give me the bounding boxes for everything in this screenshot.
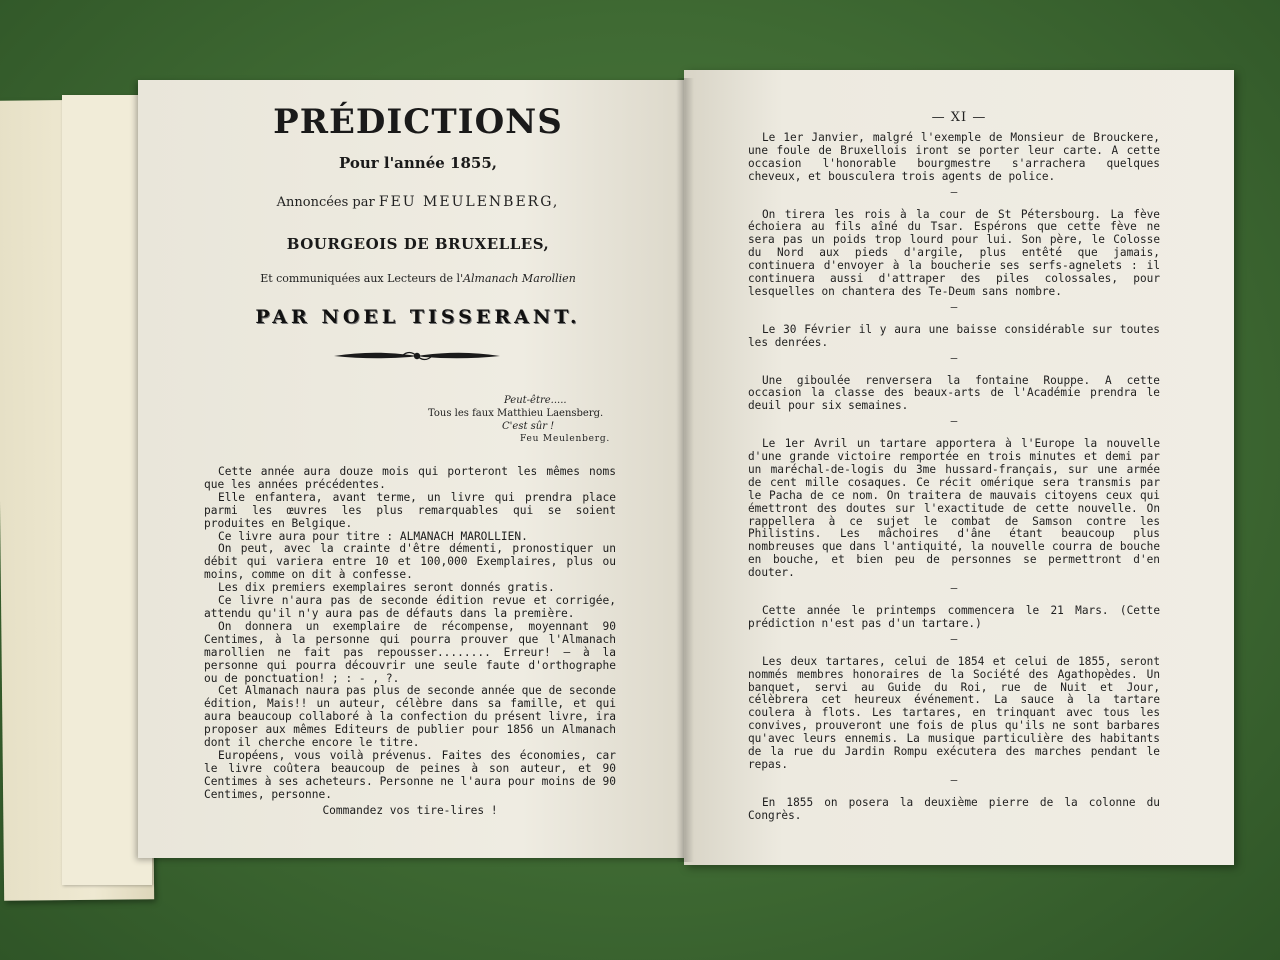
right-page xyxy=(684,70,1234,865)
paragraph: Cette année aura douze mois qui porteront les mêmes noms que les années précédentes. xyxy=(204,465,616,491)
epigraph xyxy=(428,394,658,446)
communicated-line xyxy=(138,272,686,285)
paragraph: Les dix premiers exemplaires seront donnés gratis. xyxy=(218,581,555,595)
separator: — xyxy=(950,415,958,429)
almanach-title-italic: Almanach Marollien xyxy=(463,272,576,285)
epigraph-line: C'est sûr ! xyxy=(502,421,555,432)
epigraph-line: Tous les faux Matthieu Laensberg. xyxy=(428,408,604,419)
announced-name: MEULENBERG, xyxy=(416,194,560,210)
separator: — xyxy=(950,185,958,199)
epigraph-line: Peut-être..... xyxy=(504,395,567,406)
closing-line: Commandez vos tire-lires ! xyxy=(322,803,498,817)
separator: — xyxy=(950,632,958,646)
prediction-paragraph: Les deux tartares, celui de 1854 et celui de 1855, seront nommés membres honoraires de la Société des Agathopèdes. Un banquet, servi au Guide du Roi, rue de Nuit et Jour, célèbrera cet heureux événement. La sauce à la tartare coulera à flots. Les tartares, en trinquant avec tous les convives, prouveront une fois de plus qu'ils ne sont barbares qu'avec leurs ennemis. La musique particulière des habitants de la rue du Jardin Rompu exécutera des marches pendant le repas. xyxy=(748,654,1160,771)
epigraph-signature: Feu Meulenberg. xyxy=(520,434,611,444)
prediction-paragraph: En 1855 on posera la deuxième pierre de la colonne du Congrès. xyxy=(748,795,1160,822)
communicated-prefix: Et communiquées aux Lecteurs de l' xyxy=(260,272,464,285)
separator: — xyxy=(950,773,958,787)
ornament-divider-icon xyxy=(332,348,502,364)
prediction-paragraph: Le 1er Avril un tartare apportera à l'Europe la nouvelle d'une grande victoire remportée en trois minutes et demi par un maréchal-de-logis du 3me hussard-français, sur une armée de cent mille cosaques. Ce récit omérique sera transmis par le Pacha de ce nom. On traitera de mauvais citoyens ceux qui émettront des doutes sur l'exactitude de cette nouvelle. On rappellera à ce sujet le combat de Samson contre les Philistins. Les mâchoires d'âne étant beaucoup plus nombreuses que dans l'antiquité, la nouvelle courra de bouche en bouche, et bien peu de personnes se permettront d'en douter. xyxy=(748,437,1160,580)
announced-prefix: Annoncées par xyxy=(276,195,379,210)
announced-feu: FEU xyxy=(378,194,417,210)
left-page xyxy=(138,80,686,858)
paragraph: Elle enfantera, avant terme, un livre qui prendra place parmi les œuvres les plus remarquables qui se soient produites en Belgique. xyxy=(204,490,616,530)
separator: — xyxy=(950,351,958,365)
paragraph: On donnera un exemplaire de récompense, moyennant 90 Centimes, à la personne qui pourra prouver que l'Almanach marollien ne fait pas repousser........ Erreur! — à la personne qui pourra découvrir une seule faute d'orthographe ou de ponctuation! ; : - , ?. xyxy=(204,619,616,685)
prediction-paragraph: On tirera les rois à la cour de St Pétersbourg. La fève échoiera au fils aîné du Tsar. Espérons que cette fève ne sera pas un poids trop lourd pour lui. Son père, le Colosse du Nord aux pieds d'argile, plus entêté que jamais, continuera d'envoyer à la boucherie ses serfs-agnelets : il continuera aussi d'attraper des piles colossales, pour lesquelles on chantera des Te-Deum sans nombre. xyxy=(748,207,1160,298)
prediction-paragraph: Cette année le printemps commencera le 21 Mars. (Cette prédiction n'est pas d'un tartare.) xyxy=(748,604,1160,630)
paragraph: On peut, avec la crainte d'être démenti, pronostiquer un débit qui variera entre 10 et 100,000 Exemplaires, plus ou moins, comme on dit à confesse. xyxy=(204,542,616,582)
prediction-paragraph: Une giboulée renversera la fontaine Rouppe. A cette occasion la classe des beaux-arts de l'Académie prendra le deuil pour six semaines. xyxy=(748,373,1160,413)
prediction-paragraph: Le 1er Janvier, malgré l'exemple de Monsieur de Brouckere, une foule de Bruxellois iront se porter leur carte. A cette occasion l'honorable bourgmestre s'arrachera quelques cheveux, et bousculera trois agents de police. xyxy=(748,131,1160,183)
author-line: PAR NOEL TISSERANT. xyxy=(255,306,581,328)
prediction-paragraph: Le 30 Février il y aura une baisse considérable sur toutes les denrées. xyxy=(748,322,1160,349)
paragraph: Ce livre n'aura pas de seconde édition revue et corrigée, attendu qu'il n'y aura pas de défauts dans la première. xyxy=(204,594,616,620)
paragraph: Cet Almanach naura pas plus de seconde année que de seconde édition, Mais!! un auteur, célèbre dans sa famille, et qui aura beaucoup collaboré à la confection du présent livre, ira proposer aux mêmes Editeurs de publier pour 1856 un Almanach dont il cherche encore le titre. xyxy=(204,684,616,750)
bourgeois-line: BOURGEOIS DE BRUXELLES, xyxy=(286,235,550,253)
paragraph: Européens, vous voilà prévenus. Faites des économies, car le livre coûtera beaucoup de peines à son auteur, et 90 Centimes à ses acheteurs. Personne ne l'aura pour moins de 90 Centimes, personne. xyxy=(204,748,616,801)
announcement-line xyxy=(138,194,686,210)
right-body-text xyxy=(748,132,1160,823)
paragraph: Ce livre aura pour titre : ALMANACH MAROLLIEN. xyxy=(218,529,528,543)
separator: — xyxy=(950,300,958,314)
book-gutter xyxy=(676,78,694,862)
page-subtitle: Pour l'année 1855, xyxy=(338,154,497,172)
page-title: PRÉDICTIONS xyxy=(273,102,563,142)
separator: — xyxy=(950,582,958,596)
page-number: — XI — xyxy=(931,110,987,125)
left-body-text xyxy=(204,466,616,817)
